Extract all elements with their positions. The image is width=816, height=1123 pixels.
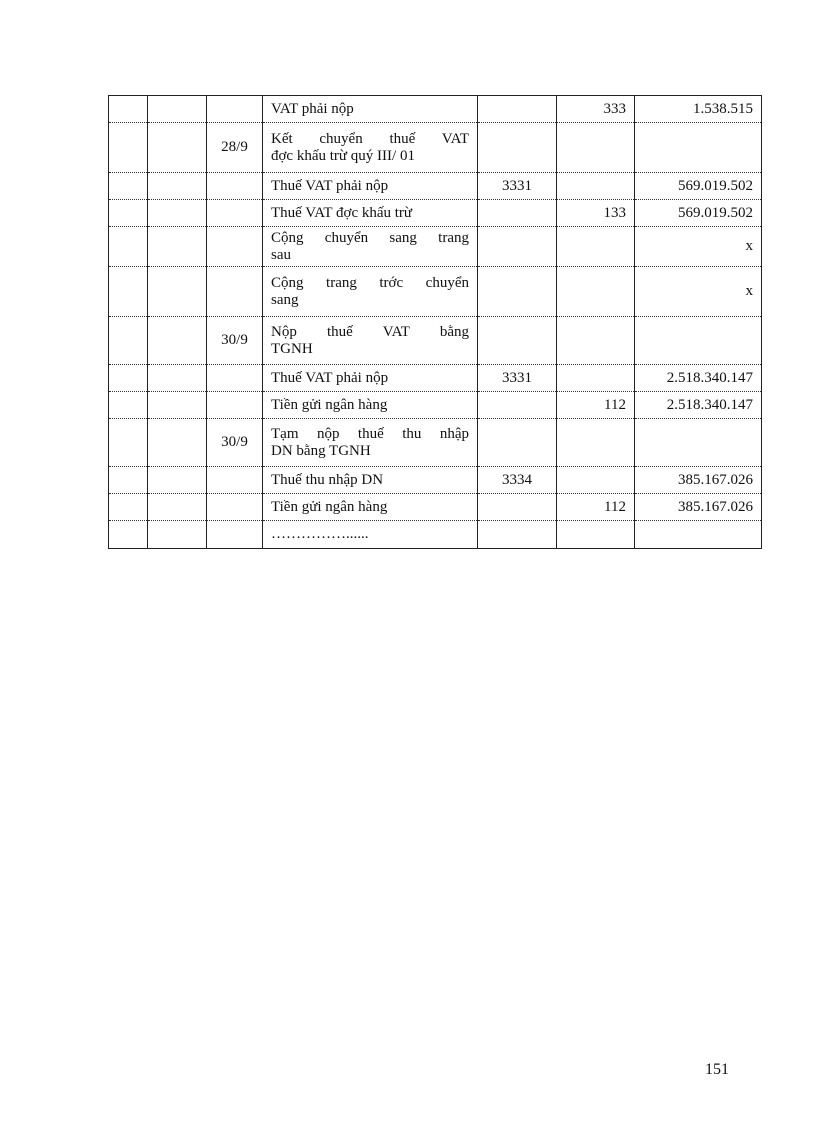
description-cell (263, 317, 478, 365)
credit-account-cell (557, 227, 635, 267)
debit-account-cell (478, 419, 557, 467)
description-line: Thuế VAT phải nộp (271, 177, 389, 194)
description-line: Cộng chuyển sang trang (271, 229, 469, 246)
description-line: Kết chuyển thuế VAT (271, 130, 469, 147)
credit-account-cell (557, 521, 635, 549)
blank-cell (148, 392, 207, 419)
debit-account-cell (478, 521, 557, 549)
description-line: TGNH (271, 340, 313, 357)
description-line: Thuế VAT đợc khấu trừ (271, 204, 413, 221)
description-cell (263, 200, 478, 227)
ledger-body (109, 96, 762, 549)
description-line: Thuế thu nhập DN (271, 471, 384, 488)
amount-cell (635, 521, 762, 549)
blank-cell (109, 521, 148, 549)
blank-cell (148, 123, 207, 173)
credit-account-cell (557, 123, 635, 173)
blank-cell (148, 200, 207, 227)
blank-cell (109, 123, 148, 173)
blank-cell (148, 365, 207, 392)
amount-cell: 385.167.026 (635, 467, 762, 494)
description-line: VAT phải nộp (271, 100, 354, 117)
debit-account-cell: 3331 (478, 365, 557, 392)
ledger-row (109, 200, 762, 227)
date-cell: 30/9 (207, 317, 263, 365)
debit-account-cell (478, 123, 557, 173)
ledger-row (109, 123, 762, 173)
description-line: Tiền gửi ngân hàng (271, 498, 388, 515)
blank-cell (148, 173, 207, 200)
date-cell (207, 267, 263, 317)
description-line: Thuế VAT phải nộp (271, 369, 389, 386)
description-cell (263, 392, 478, 419)
date-cell (207, 494, 263, 521)
ledger-row (109, 227, 762, 267)
description-cell (263, 365, 478, 392)
date-cell (207, 227, 263, 267)
amount-cell: 569.019.502 (635, 200, 762, 227)
description-line: sang (271, 291, 299, 308)
description-cell (263, 494, 478, 521)
page-number: 151 (705, 1061, 729, 1078)
amount-cell: 1.538.515 (635, 96, 762, 123)
date-cell (207, 392, 263, 419)
date-cell (207, 96, 263, 123)
description-line: sau (271, 246, 291, 263)
credit-account-cell (557, 173, 635, 200)
blank-cell (148, 317, 207, 365)
ledger-row (109, 467, 762, 494)
credit-account-cell (557, 467, 635, 494)
blank-cell (109, 467, 148, 494)
description-line: đợc khấu trừ quý III/ 01 (271, 147, 415, 164)
amount-cell: 569.019.502 (635, 173, 762, 200)
description-cell (263, 467, 478, 494)
description-cell (263, 173, 478, 200)
blank-cell (109, 365, 148, 392)
description-cell (263, 419, 478, 467)
blank-cell (148, 419, 207, 467)
ledger-row (109, 267, 762, 317)
amount-cell (635, 123, 762, 173)
amount-cell (635, 317, 762, 365)
credit-account-cell: 133 (557, 200, 635, 227)
ledger-row (109, 494, 762, 521)
amount-cell (635, 419, 762, 467)
debit-account-cell (478, 200, 557, 227)
debit-account-cell: 3334 (478, 467, 557, 494)
description-cell (263, 521, 478, 549)
date-cell (207, 467, 263, 494)
ledger-row (109, 173, 762, 200)
blank-cell (109, 96, 148, 123)
blank-cell (148, 227, 207, 267)
credit-account-cell (557, 267, 635, 317)
description-line: Tiền gửi ngân hàng (271, 396, 388, 413)
blank-cell (109, 317, 148, 365)
blank-cell (109, 200, 148, 227)
date-cell: 30/9 (207, 419, 263, 467)
debit-account-cell (478, 227, 557, 267)
description-line: Nộp thuế VAT bằng (271, 323, 469, 340)
amount-cell: 2.518.340.147 (635, 392, 762, 419)
journal-ledger-table (108, 95, 762, 549)
credit-account-cell (557, 419, 635, 467)
description-cell (263, 267, 478, 317)
ledger-row (109, 96, 762, 123)
blank-cell (109, 392, 148, 419)
amount-cell: x (635, 267, 762, 317)
debit-account-cell (478, 96, 557, 123)
credit-account-cell: 112 (557, 494, 635, 521)
ledger-row (109, 365, 762, 392)
blank-cell (109, 267, 148, 317)
credit-account-cell (557, 365, 635, 392)
blank-cell (109, 227, 148, 267)
credit-account-cell (557, 317, 635, 365)
date-cell (207, 365, 263, 392)
debit-account-cell (478, 494, 557, 521)
date-cell (207, 173, 263, 200)
description-line: Cộng trang trớc chuyển (271, 274, 469, 291)
date-cell: 28/9 (207, 123, 263, 173)
debit-account-cell (478, 267, 557, 317)
debit-account-cell (478, 317, 557, 365)
credit-account-cell: 333 (557, 96, 635, 123)
amount-cell: x (635, 227, 762, 267)
blank-cell (148, 521, 207, 549)
blank-cell (148, 467, 207, 494)
amount-cell: 385.167.026 (635, 494, 762, 521)
date-cell (207, 200, 263, 227)
description-cell (263, 227, 478, 267)
ledger-row (109, 521, 762, 549)
date-cell (207, 521, 263, 549)
description-line: Tạm nộp thuế thu nhập (271, 425, 469, 442)
ledger-row (109, 419, 762, 467)
blank-cell (148, 494, 207, 521)
debit-account-cell: 3331 (478, 173, 557, 200)
description-cell (263, 96, 478, 123)
credit-account-cell: 112 (557, 392, 635, 419)
blank-cell (109, 173, 148, 200)
description-line: DN bằng TGNH (271, 442, 371, 459)
blank-cell (109, 494, 148, 521)
blank-cell (109, 419, 148, 467)
blank-cell (148, 96, 207, 123)
description-line: ……………...... (271, 526, 369, 542)
blank-cell (148, 267, 207, 317)
ledger-row (109, 392, 762, 419)
ledger-row (109, 317, 762, 365)
debit-account-cell (478, 392, 557, 419)
description-cell (263, 123, 478, 173)
amount-cell: 2.518.340.147 (635, 365, 762, 392)
